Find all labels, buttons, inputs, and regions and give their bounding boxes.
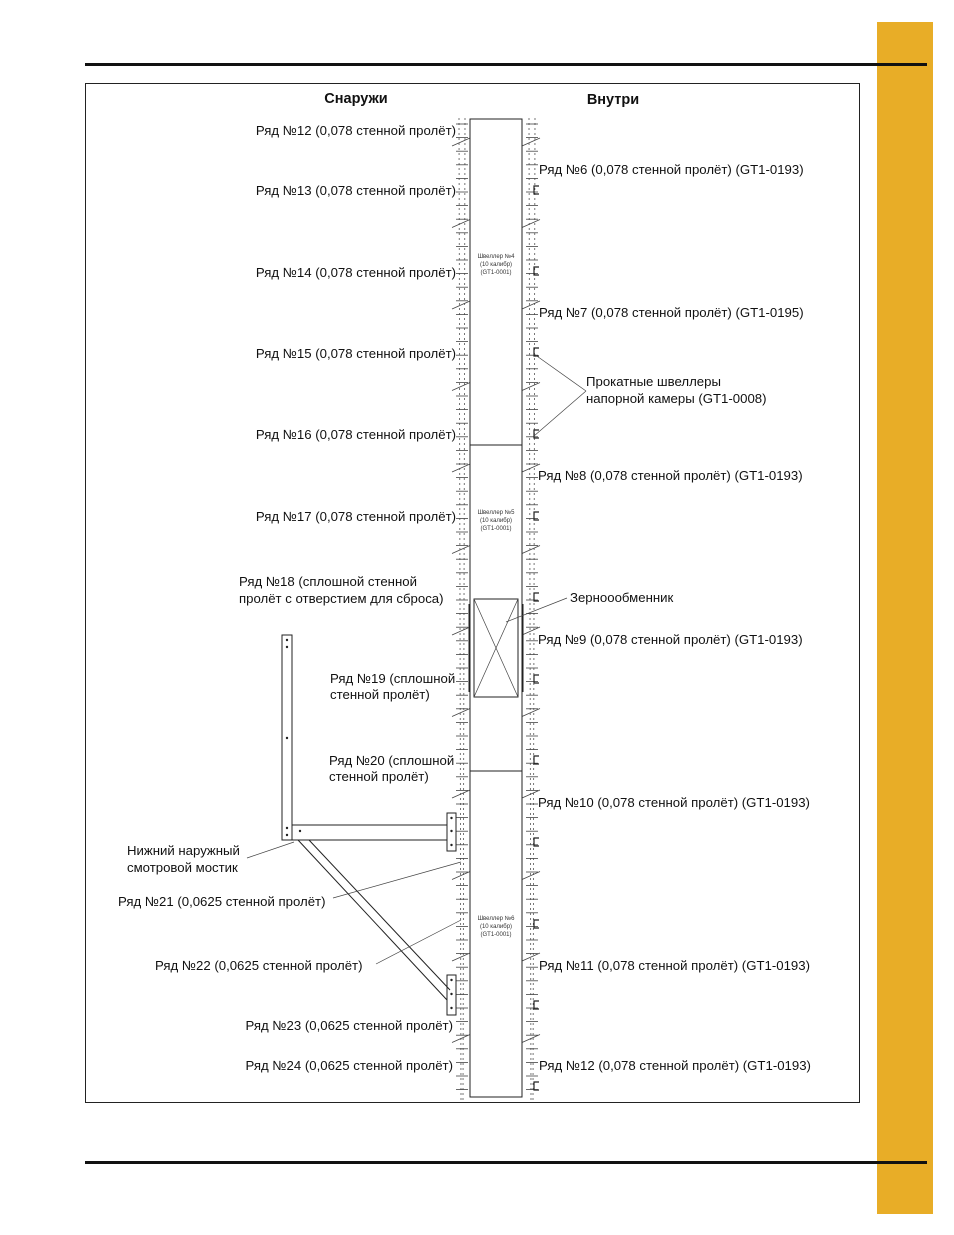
row-21-outside: Ряд №21 (0,0625 стенной пролёт)	[118, 894, 326, 909]
svg-text:Швеллер №5: Швеллер №5	[477, 510, 515, 516]
svg-text:Швеллер №6: Швеллер №6	[477, 916, 515, 922]
bolt-tick	[452, 546, 470, 554]
channel-bracket-icon	[534, 186, 539, 194]
bolt-tick	[452, 383, 470, 391]
walkway-label-line1: Нижний наружный	[127, 843, 240, 858]
row-12-inside: Ряд №12 (0,078 стенной пролёт) (GT1-0193)	[539, 1058, 811, 1073]
pressure-channels-line1: Прокатные швеллеры	[586, 374, 721, 389]
row-16-outside: Ряд №16 (0,078 стенной пролёт)	[255, 427, 456, 442]
bolt-tick	[522, 301, 540, 309]
bolt-tick	[522, 138, 540, 146]
grain-exchanger	[469, 599, 523, 697]
row-18-outside-line1: Ряд №18 (сплошной стенной	[239, 574, 417, 589]
svg-text:(GT1-0001): (GT1-0001)	[480, 932, 512, 938]
bolt-tick	[452, 872, 470, 880]
bolt-tick	[522, 1035, 540, 1043]
outer-wall-line-right	[463, 118, 465, 1100]
row-9-inside: Ряд №9 (0,078 стенной пролёт) (GT1-0193)	[538, 632, 803, 647]
bolt-tick	[452, 790, 470, 798]
channel-label-5	[478, 509, 516, 532]
row-20-outside-line1: Ряд №20 (сплошной	[329, 753, 455, 768]
leader-lines	[247, 354, 586, 964]
bolt-tick	[522, 546, 540, 554]
inner-wall-line-left	[529, 118, 531, 1100]
row-19-outside-line2: стенной пролёт)	[330, 687, 430, 702]
bolt-tick	[452, 301, 470, 309]
channel-label-4	[478, 253, 516, 276]
bolt-ticks	[452, 124, 540, 1090]
inside-header: Внутри	[586, 92, 640, 108]
bolt-tick	[522, 872, 540, 880]
row-10-inside: Ряд №10 (0,078 стенной пролёт) (GT1-0193)	[538, 795, 810, 810]
bolt-tick	[452, 464, 470, 472]
row-24-outside: Ряд №24 (0,0625 стенной пролёт)	[245, 1058, 453, 1073]
bolt-tick	[452, 709, 470, 717]
inner-wall-line-right	[533, 118, 535, 1100]
row-18-outside-line2: пролёт с отверстием для сброса)	[239, 591, 444, 606]
bolt-tick	[522, 709, 540, 717]
row-20-outside-line2: стенной пролёт)	[329, 769, 429, 784]
row-22-outside: Ряд №22 (0,0625 стенной пролёт)	[155, 958, 363, 973]
row-19-outside-line1: Ряд №19 (сплошной	[330, 671, 456, 686]
row-8-inside: Ряд №8 (0,078 стенной пролёт) (GT1-0193)	[538, 468, 803, 483]
svg-text:(10 калибр): (10 калибр)	[479, 262, 513, 268]
grain-exchanger-label: Зерноообменник	[570, 590, 674, 605]
row-13-outside: Ряд №13 (0,078 стенной пролёт)	[255, 183, 456, 198]
row-11-inside: Ряд №11 (0,078 стенной пролёт) (GT1-0193)	[539, 958, 810, 973]
channel-bracket-icon	[534, 1082, 539, 1090]
pressure-channels-line2: напорной камеры (GT1-0008)	[586, 391, 767, 406]
bolt-tick	[452, 220, 470, 228]
bolt-tick	[452, 627, 470, 635]
row-12-outside: Ряд №12 (0,078 стенной пролёт)	[255, 123, 456, 138]
svg-text:(GT1-0001): (GT1-0001)	[480, 270, 512, 276]
row-14-outside: Ряд №14 (0,078 стенной пролёт)	[255, 265, 456, 280]
outside-header: Снаружи	[324, 91, 388, 107]
svg-text:(10 калибр): (10 калибр)	[479, 924, 513, 930]
svg-text:(10 калибр): (10 калибр)	[479, 518, 513, 524]
svg-text:(GT1-0001): (GT1-0001)	[480, 526, 512, 532]
row-23-outside: Ряд №23 (0,0625 стенной пролёт)	[245, 1018, 453, 1033]
bolt-tick	[452, 1035, 470, 1043]
inside-labels	[538, 162, 811, 1073]
row-7-inside: Ряд №7 (0,078 стенной пролёт) (GT1-0195)	[539, 305, 804, 320]
row-15-outside: Ряд №15 (0,078 стенной пролёт)	[255, 346, 456, 361]
walkway-label-line2: смотровой мостик	[127, 860, 238, 875]
outside-labels	[118, 123, 456, 1073]
row-6-inside: Ряд №6 (0,078 стенной пролёт) (GT1-0193)	[539, 162, 804, 177]
channel-label-6	[478, 915, 516, 938]
outer-wall-line-left	[459, 118, 461, 1100]
bolt-tick	[452, 138, 470, 146]
bolt-tick	[522, 220, 540, 228]
svg-text:Швеллер №4: Швеллер №4	[477, 254, 515, 260]
row-17-outside: Ряд №17 (0,078 стенной пролёт)	[255, 509, 456, 524]
bolt-tick	[522, 383, 540, 391]
